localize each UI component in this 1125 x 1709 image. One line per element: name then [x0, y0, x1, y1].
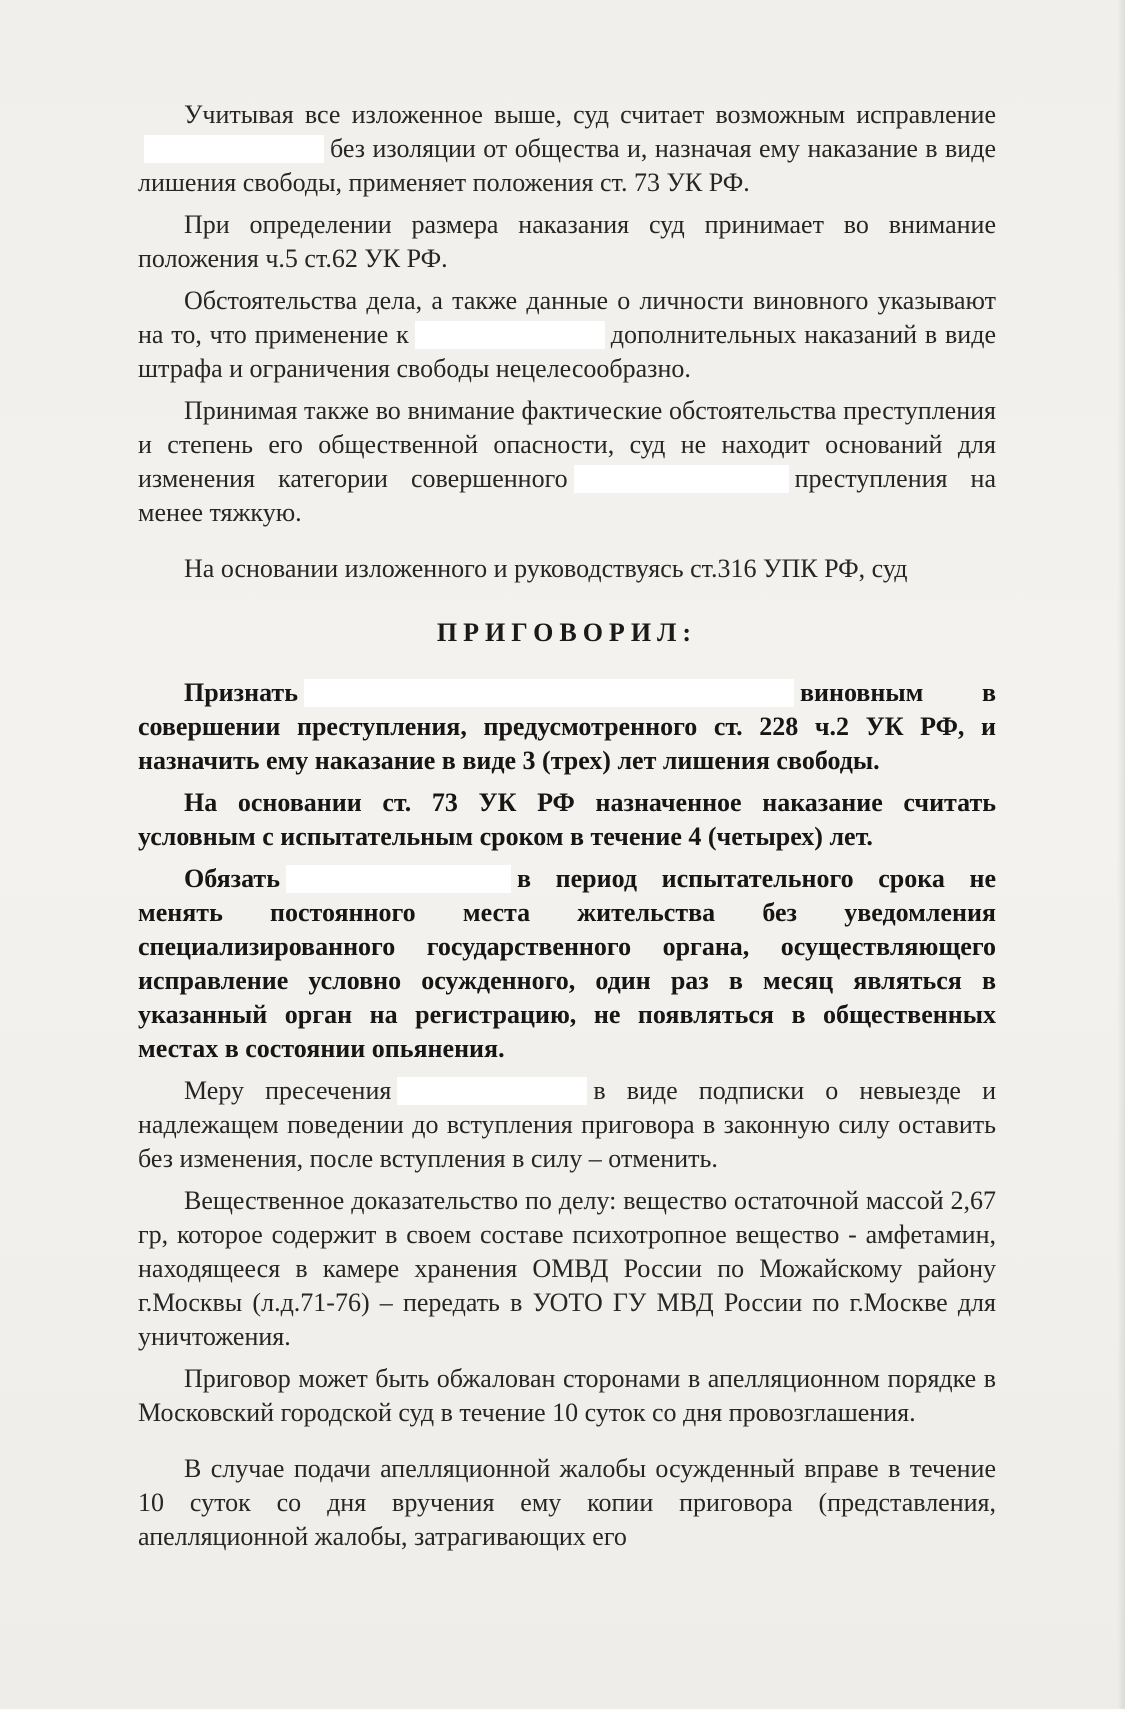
verdict-guilty — [138, 676, 996, 778]
paragraph-text: в период испытательного срока не менять постоянного места жительства без уведомления специализированного государственного органа, осуществляющего исправление условно осужденного, один раз в месяц являться в указанный орган на регистрацию, не появляться в общественных местах в состоянии опьянения. — [138, 864, 996, 1063]
paragraph-text: Обязать — [184, 864, 280, 893]
paragraph-sentence-size — [138, 208, 996, 276]
paragraph-text: в виде подписки о невыезде и надлежащем поведении до вступления приговора в законную силу оставить без изменения, после вступления в силу – отменить. — [138, 1076, 996, 1173]
paragraph-text: Принимая также во внимание фактические обстоятельства преступления и степень его общественной опасности, суд не находит оснований для изменения категории совершенного — [138, 396, 996, 493]
redacted-name — [144, 135, 324, 163]
verdict-heading: ПРИГОВОРИЛ: — [436, 618, 698, 647]
redacted-name — [415, 321, 605, 349]
paragraph-preventive-measure — [138, 1074, 996, 1176]
redacted-name — [304, 679, 794, 707]
paragraph-appeal-rights — [138, 1452, 996, 1554]
paragraph-text: дополнительных наказаний в виде штрафа и ограничения свободы нецелесообразно. — [138, 320, 996, 383]
paragraph-text: Признать — [184, 678, 298, 707]
document-body — [138, 98, 996, 1562]
paragraph-additional-penalties — [138, 284, 996, 386]
paragraph-text: На основании ст. 73 УК РФ назначенное наказание считать условным с испытательным сроком в течение 4 (четырех) лет. — [138, 788, 996, 851]
verdict-obligations — [138, 862, 996, 1066]
paragraph-text: без изоляции от общества и, назначая ему наказание в виде лишения свободы, применяет положения ст. 73 УК РФ. — [138, 134, 996, 197]
paragraph-text: Меру пресечения — [184, 1076, 392, 1105]
paragraph-text: преступления на менее тяжкую. — [138, 464, 996, 527]
paragraph-text: Обстоятельства дела, а также данные о личности виновного указывают на то, что применение к — [138, 286, 996, 349]
verdict-conditional — [138, 786, 996, 854]
paragraph-text: Приговор может быть обжалован сторонами в апелляционном порядке в Московский городской суд в течение 10 суток со дня провозглашения. — [138, 1364, 996, 1427]
paragraph-appeal — [138, 1362, 996, 1430]
paragraph-text: При определении размера наказания суд принимает во внимание положения ч.5 ст.62 УК РФ. — [138, 210, 996, 273]
paragraph-text: В случае подачи апелляционной жалобы осужденный вправе в течение 10 суток со дня вручения ему копии приговора (представления, апелляционной жалобы, затрагивающих его — [138, 1454, 996, 1551]
redacted-name — [286, 865, 511, 893]
paragraph-category-change — [138, 394, 996, 530]
redacted-name — [574, 465, 789, 493]
redacted-name — [397, 1077, 587, 1105]
paragraph-probation-reasoning — [138, 98, 996, 200]
paragraph-evidence — [138, 1184, 996, 1354]
paragraph-text: На основании изложенного и руководствуясь ст.316 УПК РФ, суд — [184, 554, 908, 583]
paragraph-text: Учитывая все изложенное выше, суд считает возможным исправление — [184, 100, 996, 129]
paragraph-text: Вещественное доказательство по делу: вещество остаточной массой 2,67 гр, которое содержит в своем составе психотропное вещество - амфетамин, находящееся в камере хранения ОМВД России по Можайскому району г.Москвы (л.д.71-76) – передать в УОТО ГУ МВД России по г.Москве для уничтожения. — [138, 1186, 996, 1351]
paragraph-legal-basis — [138, 552, 996, 586]
paragraph-text: виновным в совершении преступления, предусмотренного ст. 228 ч.2 УК РФ, и назначить ему наказание в виде 3 (трех) лет лишения свободы. — [138, 678, 996, 775]
